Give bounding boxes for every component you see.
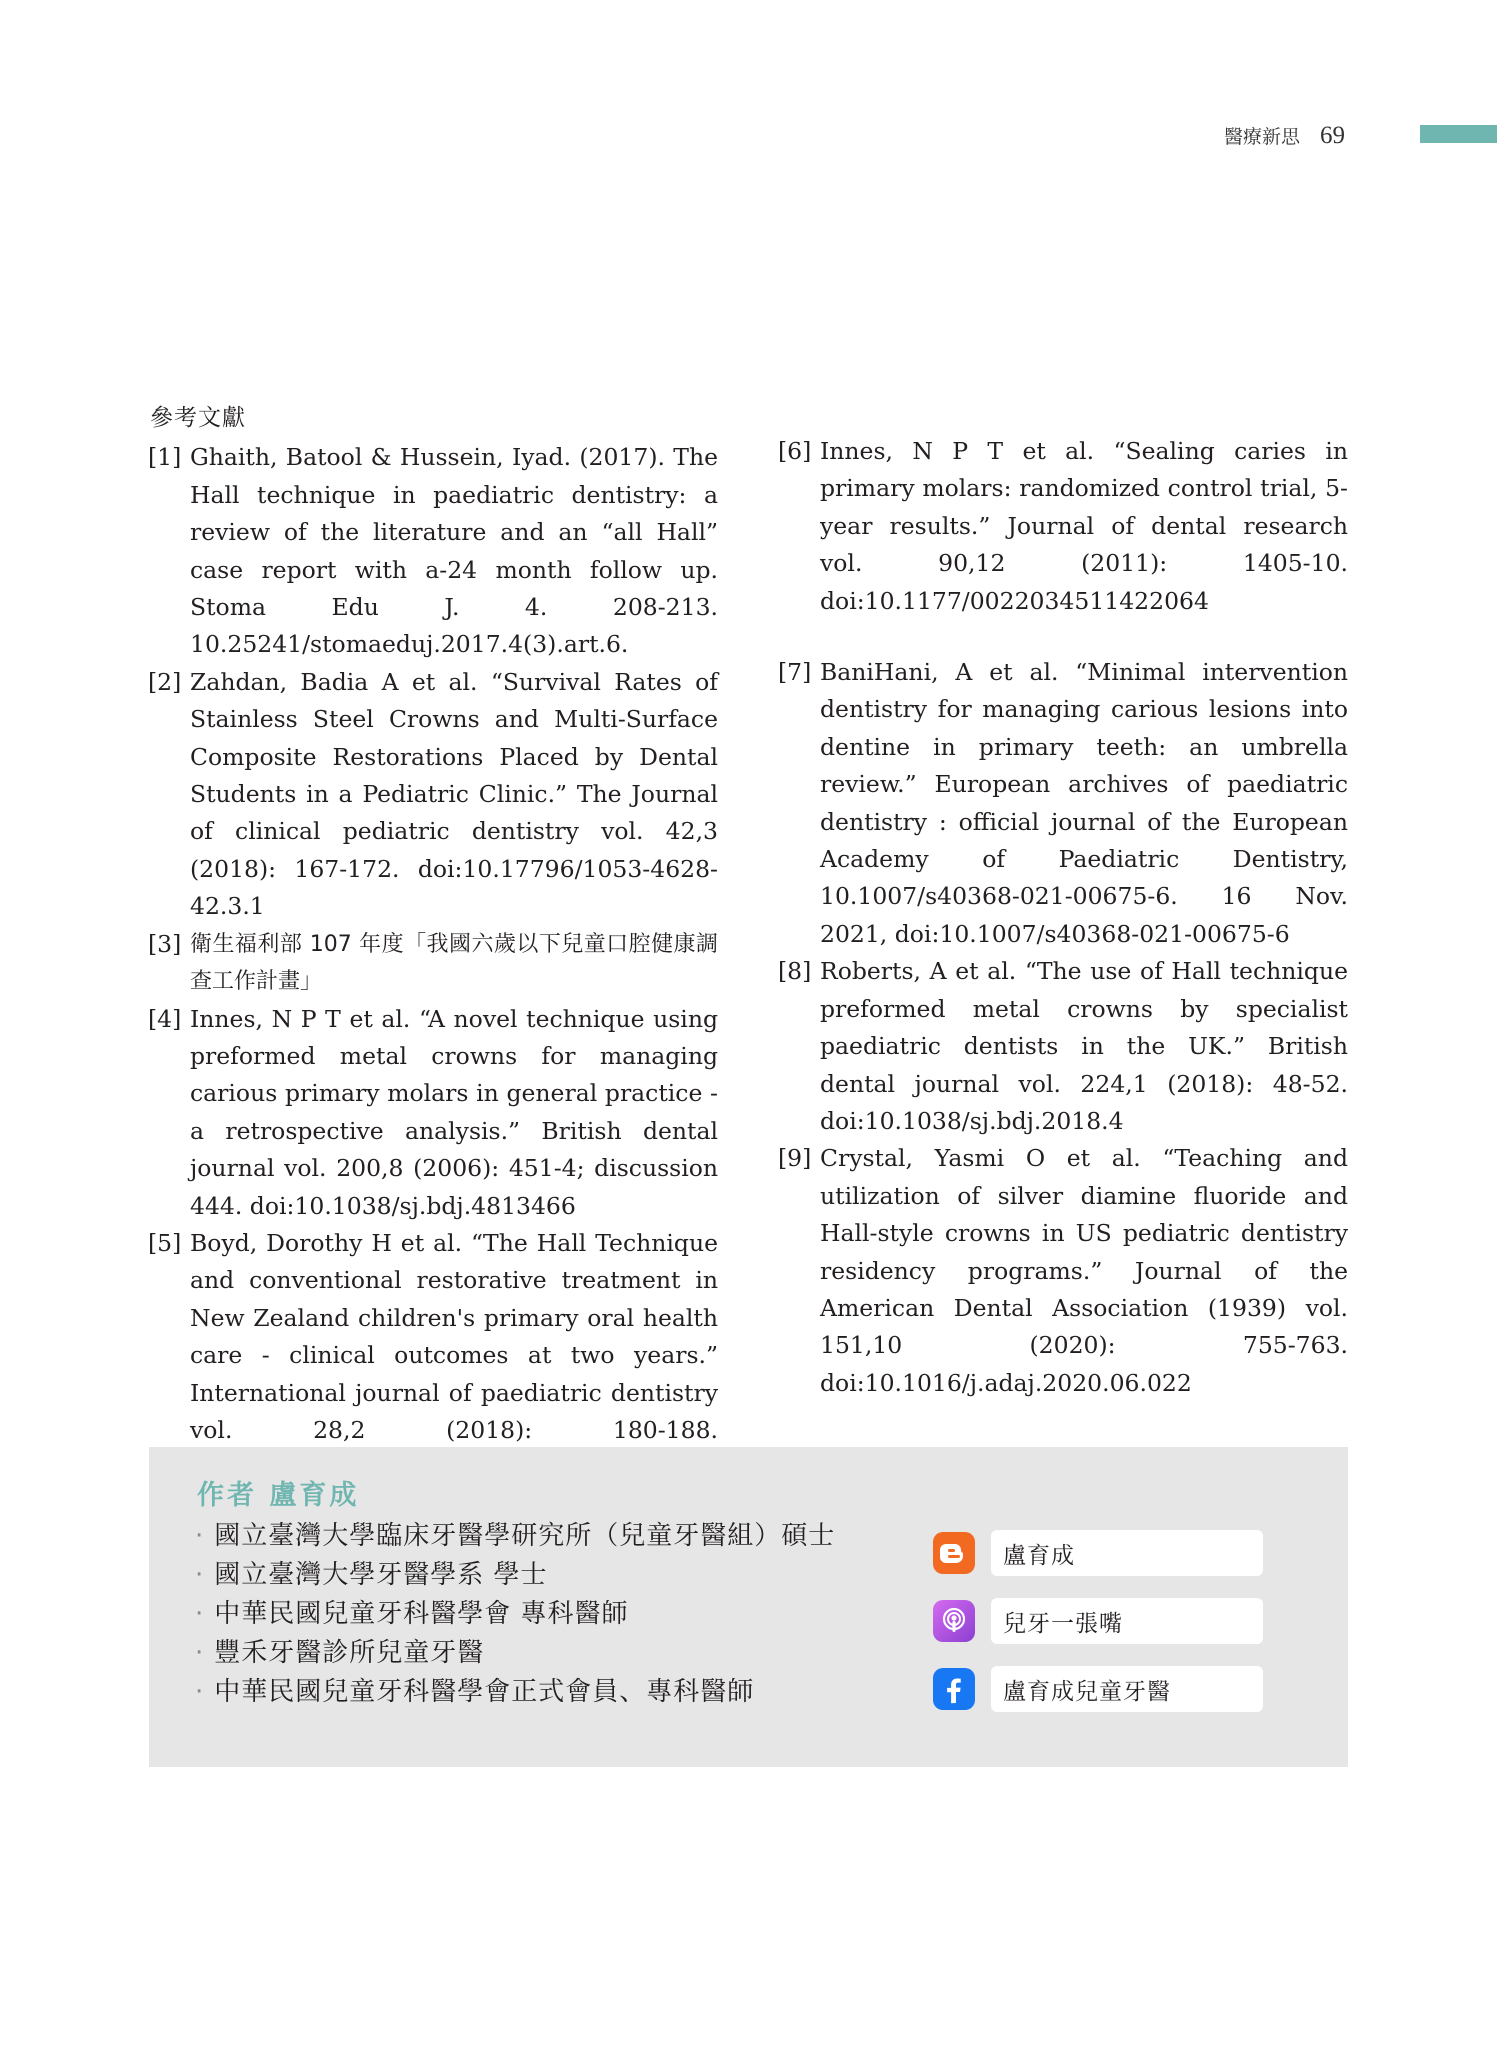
reference-text: Innes, N P T et al. “Sealing caries in primary molars: randomized control trial, 5-year results.” Journal of dental research vol. 90,12 (2011): 1405-10. doi:10.1177/0022034511422064: [820, 437, 1348, 615]
social-link-podcast[interactable]: [933, 1598, 1263, 1644]
references-left-column: [148, 400, 718, 1487]
references-right-column: [778, 433, 1348, 1402]
reference-number: [2]: [148, 667, 182, 696]
reference-number: [6]: [778, 437, 812, 465]
facebook-icon: [933, 1668, 975, 1710]
page-number: 69: [1320, 122, 1345, 149]
reference-number: [9]: [778, 1144, 812, 1173]
social-link-facebook[interactable]: [933, 1666, 1263, 1712]
author-info-box: [149, 1447, 1348, 1767]
reference-text: Zahdan, Badia A et al. “Survival Rates of Stainless Steel Crowns and Multi-Surface Composite Restorations Placed by Dental Students in a Pediatric Clinic.” The Journal of clinical pediatric dentistry vol. 42,3 (2018): 167-172. doi:10.17796/1053-4628-42.3.1: [190, 667, 718, 921]
reference-number: [5]: [148, 1228, 182, 1257]
podcast-icon: [933, 1600, 975, 1642]
references-title: 參考文獻: [150, 405, 246, 431]
reference-item: [778, 1140, 1348, 1402]
credential-item: · 中華民國兒童牙科醫學會 專科醫師: [195, 1595, 835, 1634]
reference-text: Roberts, A et al. “The use of Hall technique preformed metal crowns by specialist paediatric dentists in the UK.” British dental journal vol. 224,1 (2018): 48-52. doi:10.1038/sj.bdj.2018.4: [820, 957, 1348, 1135]
reference-text: Boyd, Dorothy H et al. “The Hall Technique and conventional restorative treatment in New Zealand children's primary oral health care - clinical outcomes at two years.” International journal of paediatric dentistry vol. 28,2 (2018): 180-188.: [190, 1228, 718, 1444]
reference-number: [7]: [778, 658, 812, 687]
reference-item: [148, 664, 718, 926]
reference-text: Innes, N P T et al. “A novel technique using preformed metal crowns for managing carious primary molars in general practice - a retrospective analysis.” British dental journal vol. 200,8 (2006): 451-4; discussion 444. doi:10.1038/sj.bdj.4813466: [190, 1004, 718, 1220]
author-title: 作者 盧育成: [197, 1480, 360, 1511]
reference-item: [778, 953, 1348, 1140]
page-header: [1224, 122, 1345, 150]
blogger-icon: [933, 1532, 975, 1574]
reference-number: [3]: [148, 929, 182, 958]
social-label: 盧育成兒童牙醫: [991, 1666, 1263, 1712]
reference-text: BaniHani, A et al. “Minimal intervention dentistry for managing carious lesions into dentine in primary teeth: an umbrella review.” European archives of paediatric dentistry : official journal of the European Academy of Paediatric Dentistry, 10.1007/s40368-021-00675-6. 16 Nov. 2021, doi:10.1007/s40368-021-00675-6: [820, 658, 1348, 948]
author-credentials: [195, 1517, 835, 1712]
credential-item: · 國立臺灣大學牙醫學系 學士: [195, 1556, 835, 1595]
reference-item: [148, 926, 718, 1001]
social-label: 兒牙一張嘴: [991, 1598, 1263, 1644]
credential-item: · 豐禾牙醫診所兒童牙醫: [195, 1634, 835, 1673]
reference-item: [148, 1001, 718, 1225]
reference-number: [8]: [778, 957, 812, 986]
section-tab-marker: [1420, 125, 1497, 143]
reference-item: [778, 654, 1348, 953]
reference-text: Ghaith, Batool & Hussein, Iyad. (2017). The Hall technique in paediatric dentistry: a review of the literature and an “all Hall” case report with a-24 month follow up. Stoma Edu J. 4. 208-213. 10.25241/stomaeduj.2017.4(3).art.6.: [190, 443, 718, 659]
credential-item: · 中華民國兒童牙科醫學會正式會員、專科醫師: [195, 1673, 835, 1712]
reference-item: [148, 439, 718, 663]
section-title: 醫療新思: [1223, 126, 1300, 148]
social-link-blogger[interactable]: [933, 1530, 1263, 1576]
credential-item: · 國立臺灣大學臨床牙醫學研究所（兒童牙醫組）碩士: [195, 1517, 835, 1556]
social-label: 盧育成: [991, 1530, 1263, 1576]
reference-number: [1]: [148, 443, 182, 472]
reference-item: [778, 433, 1348, 620]
reference-number: [4]: [148, 1004, 182, 1033]
reference-text: 衛生福利部 107 年度「我國六歲以下兒童口腔健康調查工作計畫」: [190, 931, 718, 995]
reference-text: Crystal, Yasmi O et al. “Teaching and utilization of silver diamine fluoride and Hall-style crowns in US pediatric dentistry residency programs.” Journal of the American Dental Association (1939) vol. 151,10 (2020): 755-763. doi:10.1016/j.adaj.2020.06.022: [820, 1144, 1348, 1397]
